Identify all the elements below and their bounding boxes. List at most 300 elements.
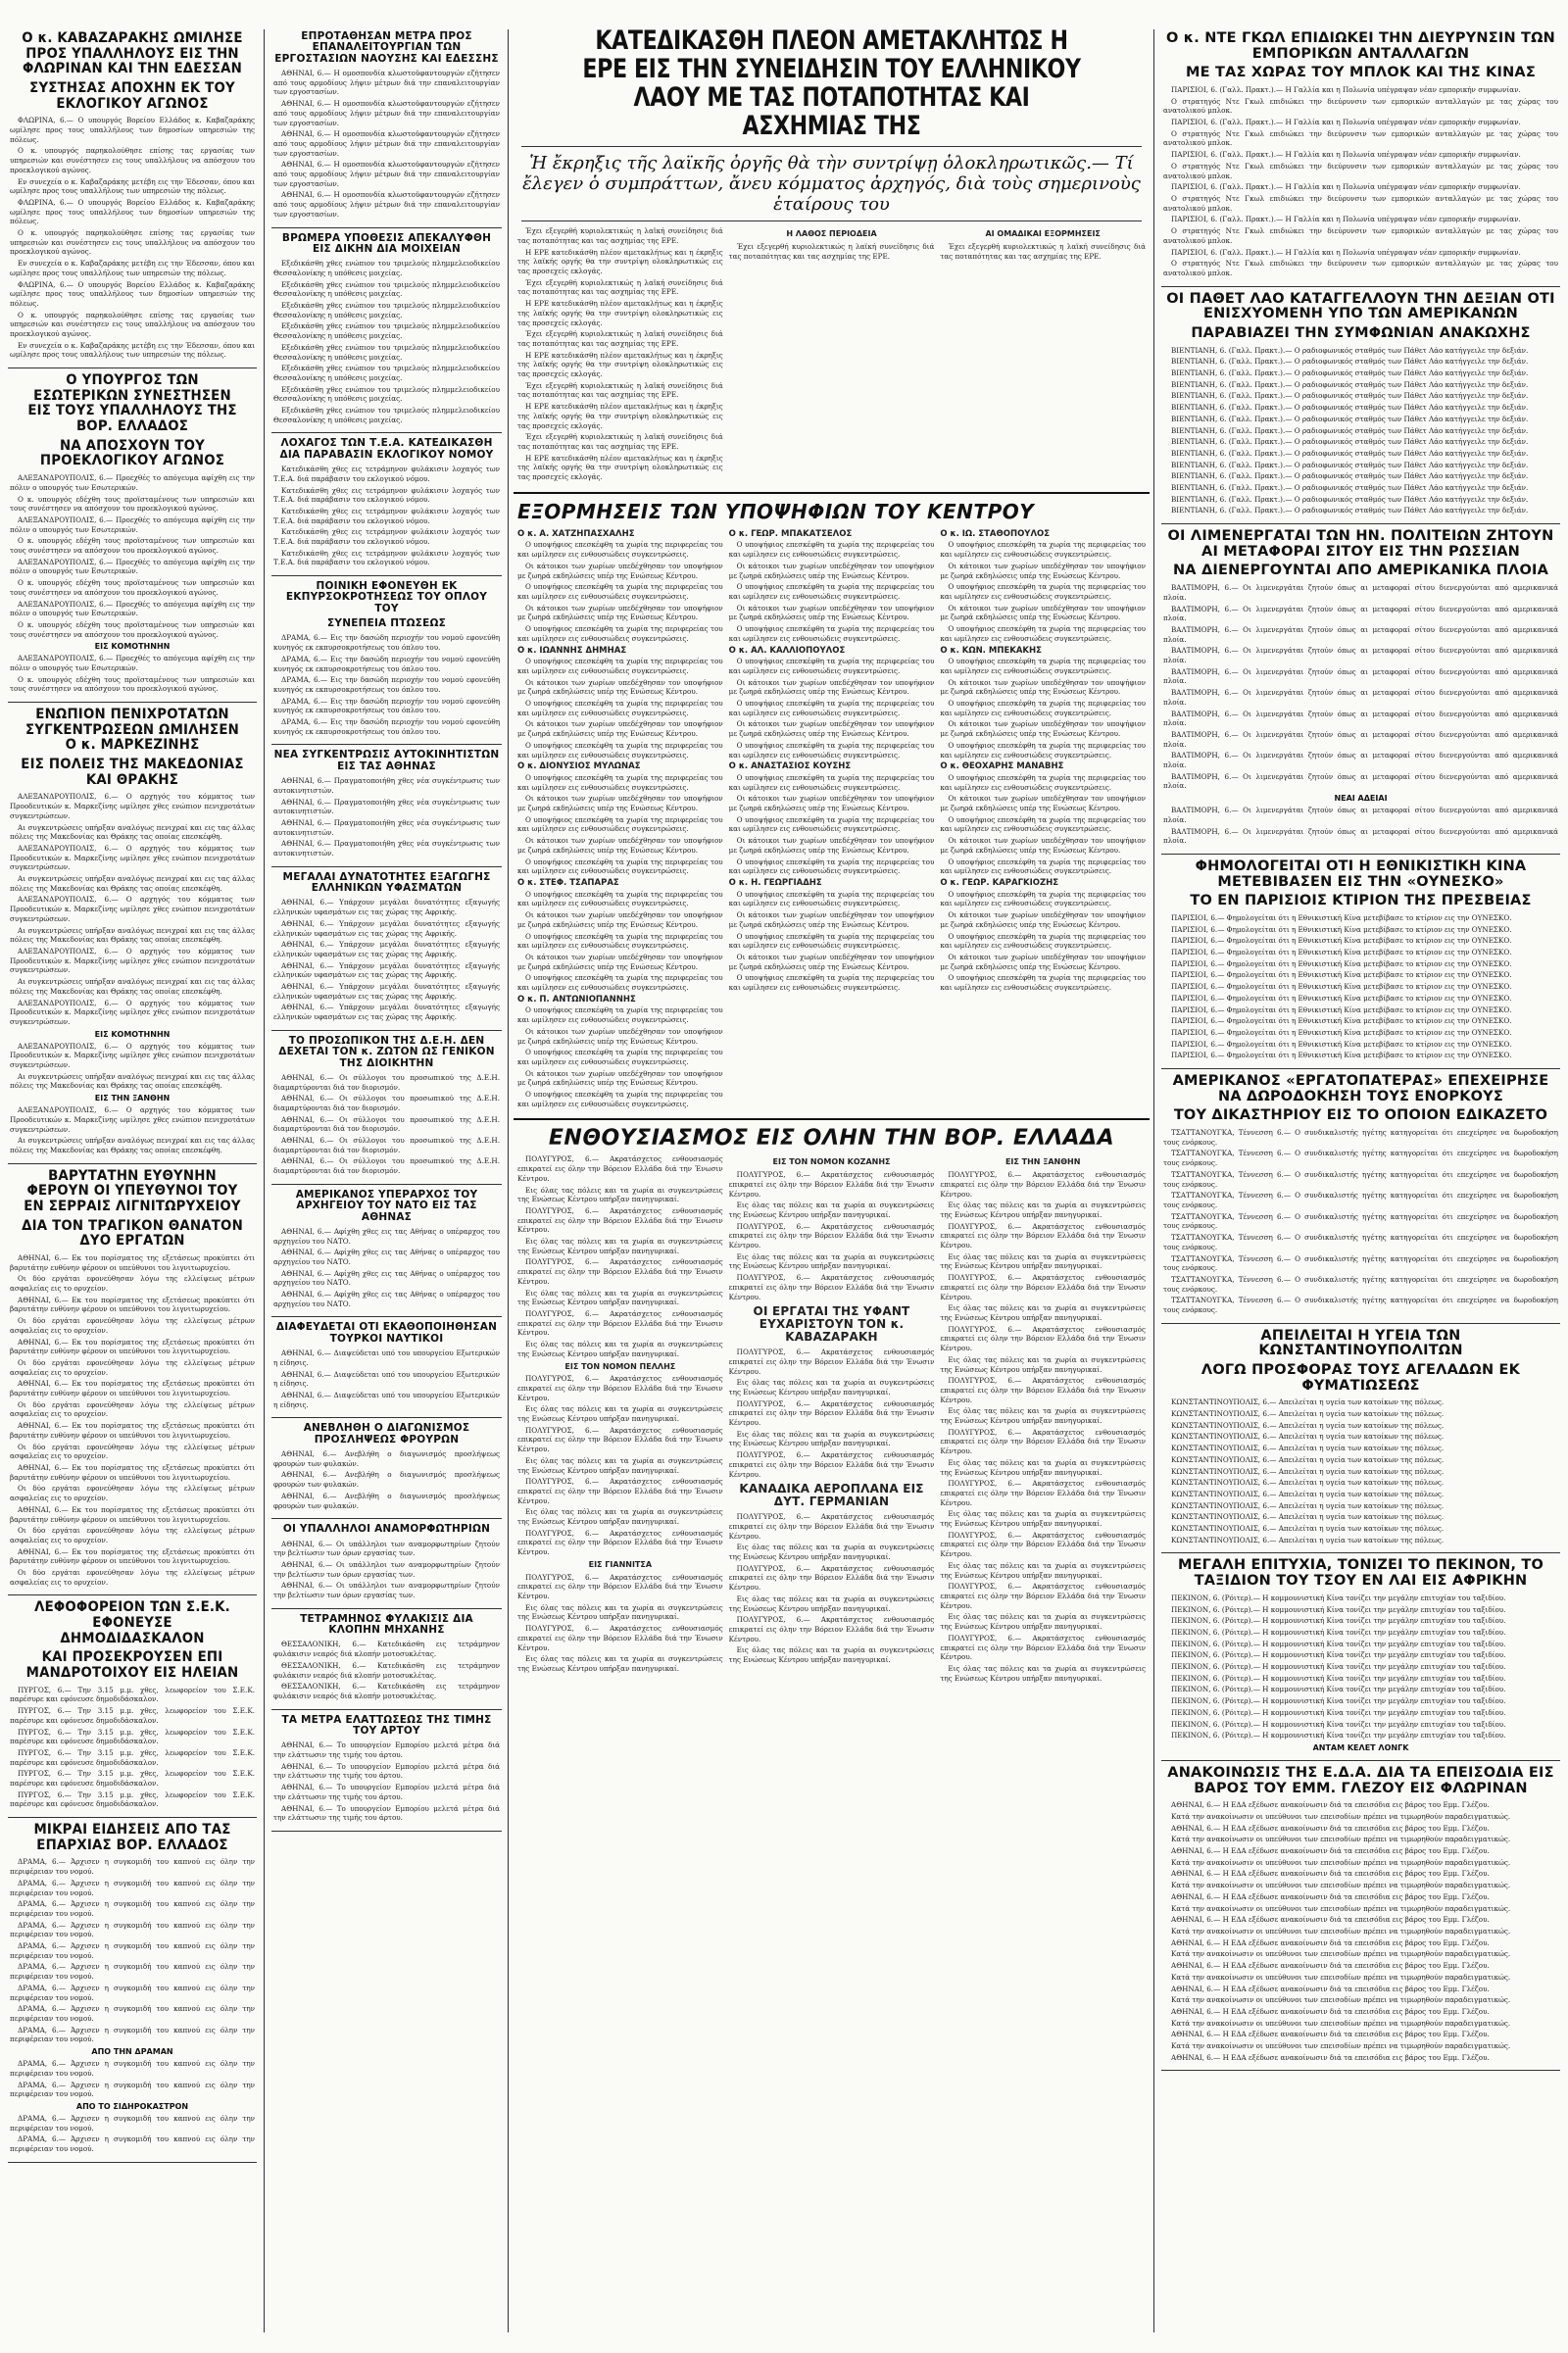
divider xyxy=(8,1817,257,1818)
article-paragraph: ΒΙΕΝΤΙΑΝΗ, 6. (Γαλλ. Πρακτ.).— Ο ραδιοφωνικός σταθμός των Πάθετ Λάο κατήγγειλε την δεξιάν. xyxy=(1171,471,1529,481)
candidate-body xyxy=(729,540,935,643)
column-left xyxy=(4,27,261,2335)
article-paragraph: ΠΟΛΥΓΥΡΟΣ, 6.— Ακρατάσχετος ενθουσιασμός επικρατεί εις όλην την Βόρειον Ελλάδα διά την Ένωσιν Κέντρου. xyxy=(940,1170,1147,1199)
article-paragraph: Κατά την ανακοίνωσιν οι υπεύθυνοι των επεισοδίων πρέπει να τιμωρηθούν παραδειγματικώς. xyxy=(1171,1972,1511,1982)
article-body xyxy=(273,1640,500,1700)
article-paragraph: Κατεδικάσθη χθες εις τετράμηνον φυλάκισιν λοχαγός των Τ.Ε.Α. διά παράβασιν του εκλογικού νόμου. xyxy=(273,548,500,567)
news-article xyxy=(273,1614,500,1701)
article-paragraph: Ο κ. υπουργός παρηκολούθησε επίσης τας εργασίας των υπηρεσιών και συνέστησεν εις τους υπαλλήλους να απόσχουν του προεκλογικού αγώνος. xyxy=(10,310,255,339)
article-paragraph: ΠΑΡΙΣΙΟΙ, 6.— Φημολογείται ότι η Εθνικιστική Κίνα μετεβίβασε το κτίριον εις την ΟΥΝΕΣΚΟ. xyxy=(1171,912,1512,922)
divider xyxy=(8,702,257,703)
divider xyxy=(271,866,502,867)
article-paragraph: Εις όλας τας πόλεις και τα χωρία αι συγκεντρώσεις της Ενώσεως Κέντρου υπήρξαν πανηγυρικαί. xyxy=(517,1507,723,1527)
news-article xyxy=(273,581,500,736)
article-paragraph: ΑΘΗΝΑΙ, 6.— Πραγματοποιήθη χθες νέα συγκέντρωσις των αυτοκινητιστών. xyxy=(273,817,500,837)
article-paragraph: ΤΣΑΤΤΑΝΟΥΓΚΑ, Τέννεσση 6.— Ο συνδικαλιστής ηγέτης κατηγορείται ότι επεχείρησε να δωροδοκήση τους ενόρκους. xyxy=(1163,1149,1558,1168)
article-paragraph: ΑΛΕΞΑΝΔΡΟΥΠΟΛΙΣ, 6.— Προεχθές το απόγευμα αφίχθη εις την πόλιν ο υπουργός των Εσωτερικών. xyxy=(10,654,255,673)
article-paragraph: ΑΛΕΞΑΝΔΡΟΥΠΟΛΙΣ, 6.— Ο αρχηγός του κόμματος των Προοδευτικών κ. Μαρκεζίνης ωμίλησε χθες ενώπιον πενιχροτάτων συγκεντρώσεων. xyxy=(10,998,255,1026)
article-paragraph: Εις όλας τας πόλεις και τα χωρία αι συγκεντρώσεις της Ενώσεως Κέντρου υπήρξαν πανηγυρικαί. xyxy=(940,1509,1147,1529)
candidate-body xyxy=(517,773,723,876)
article-paragraph: ΑΛΕΞΑΝΔΡΟΥΠΟΛΙΣ, 6.— Ο αρχηγός του κόμματος των Προοδευτικών κ. Μαρκεζίνης ωμίλησε χθες ενώπιον πενιχροτάτων συγκεντρώσεων. xyxy=(10,1041,255,1070)
article-subheadline: ΛΟΓΩ ΠΡΟΣΦΟΡΑΣ ΤΟΥΣ ΑΓΕΛΑΔΩΝ ΕΚ ΦΥΜΑΤΙΩΣΕΩΣ xyxy=(1200,1362,1521,1394)
article-headline: Ο ΥΠΟΥΡΓΟΣ ΤΩΝ ΕΣΩΤΕΡΙΚΩΝ ΣΥΝΕΣΤΗΣΕΝ ΕΙΣ ΤΟΥΣ ΥΠΑΛΛΗΛΟΥΣ ΤΗΣ ΒΟΡ. ΕΛΛΑΔΟΣ xyxy=(27,372,237,435)
article-paragraph: Κατά την ανακοίνωσιν οι υπεύθυνοι των επεισοδίων πρέπει να τιμωρηθούν παραδειγματικώς. xyxy=(1171,1857,1511,1867)
news-article xyxy=(1163,1558,1558,1751)
article-paragraph: ΠΑΡΙΣΙΟΙ, 6.— Φημολογείται ότι η Εθνικιστική Κίνα μετεβίβασε το κτίριον εις την ΟΥΝΕΣΚΟ. xyxy=(1171,1016,1512,1026)
article-paragraph: ΑΛΕΞΑΝΔΡΟΥΠΟΛΙΣ, 6.— Ο αρχηγός του κόμματος των Προοδευτικών κ. Μαρκεζίνης ωμίλησε χθες ενώπιον πενιχροτάτων συγκεντρώσεων. xyxy=(10,843,255,872)
article-paragraph: ΒΑΛΤΙΜΟΡΗ, 6.— Οι λιμενεργάται ζητούν όπως αι μεταφοραί σίτου διενεργούνται από αμερικανικά πλοία. xyxy=(1163,806,1558,824)
article-paragraph: Κατεδικάσθη χθες εις τετράμηνον φυλάκισιν λοχαγός των Τ.Ε.Α. διά παράβασιν του εκλογικού νόμου. xyxy=(273,506,500,525)
article-paragraph: Έχει εξεγερθή κυριολεκτικώς η λαϊκή συνείδησις διά τας ποταπότητας και τας ασχημίας της ΕΡΕ. xyxy=(940,241,1147,261)
article-paragraph: Κατεδικάσθη χθες εις τετράμηνον φυλάκισιν λοχαγός των Τ.Ε.Α. διά παράβασιν του εκλογικού νόμου. xyxy=(273,465,500,483)
candidate-body xyxy=(940,540,1146,643)
article-paragraph: ΒΙΕΝΤΙΑΝΗ, 6. (Γαλλ. Πρακτ.).— Ο ραδιοφωνικός σταθμός των Πάθετ Λάο κατήγγειλε την δεξιάν. xyxy=(1171,414,1529,423)
article-paragraph: Εξεδικάσθη χθες ενώπιον του τριμελούς πλημμελειοδικείου Θεσσαλονίκης η υπόθεσις μοιχείας. xyxy=(273,259,500,277)
article-paragraph: ΒΙΕΝΤΙΑΝΗ, 6. (Γαλλ. Πρακτ.).— Ο ραδιοφωνικός σταθμός των Πάθετ Λάο κατήγγειλε την δεξιάν. xyxy=(1171,345,1529,355)
article-paragraph: ΠΟΛΥΓΥΡΟΣ, 6.— Ακρατάσχετος ενθουσιασμός επικρατεί εις όλην την Βόρειον Ελλάδα διά την Ένωσιν Κέντρου. xyxy=(940,1324,1147,1353)
article-paragraph: ΑΘΗΝΑΙ, 6.— Οι υπάλληλοι των αναμορφωτηρίων ζητούν την βελτίωσιν των όρων εργασίας των. xyxy=(273,1559,500,1579)
divider xyxy=(1161,1760,1560,1761)
article-paragraph: ΚΩΝΣΤΑΝΤΙΝΟΥΠΟΛΙΣ, 6.— Απειλείται η υγεία των κατοίκων της πόλεως. xyxy=(1171,1489,1445,1498)
article-paragraph: Ο υποψήφιος επεσκέφθη τα χωρία της περιφερείας του και ωμίλησεν εις ενθουσιώδεις συγκεντρώσεις. xyxy=(517,1048,723,1066)
article-paragraph: Η ΕΡΕ κατεδικάσθη πλέον αμετακλήτως και η έκρηξις της λαϊκής οργής θα την συντρίψη ολοκληρωτικώς εις τας προσεχείς εκλογάς. xyxy=(517,453,723,482)
article-body xyxy=(273,465,500,567)
center-section xyxy=(512,27,1152,2335)
column-rule xyxy=(1153,29,1154,2332)
article-paragraph: ΠΟΛΥΓΥΡΟΣ, 6.— Ακρατάσχετος ενθουσιασμός επικρατεί εις όλην την Βόρειον Ελλάδα διά την Ένωσιν Κέντρου. xyxy=(517,1425,723,1454)
article-paragraph: ΦΛΩΡΙΝΑ, 6.— Ο υπουργός Βορείου Ελλάδος κ. Καβαζαράκης ωμίλησε προς τους υπαλλήλους των δημοσίων υπηρεσιών της πόλεως. xyxy=(10,197,255,226)
article-paragraph: Ο υποψήφιος επεσκέφθη τα χωρία της περιφερείας του και ωμίλησεν εις ενθουσιώδεις συγκεντρώσεις. xyxy=(940,973,1147,993)
news-article xyxy=(273,1190,500,1309)
article-paragraph: ΑΛΕΞΑΝΔΡΟΥΠΟΛΙΣ, 6.— Ο αρχηγός του κόμματος των Προοδευτικών κ. Μαρκεζίνης ωμίλησε χθες ενώπιον πενιχροτάτων συγκεντρώσεων. xyxy=(10,946,255,975)
article-paragraph: Ο κ. υπουργός παρηκολούθησε επίσης τας εργασίας των υπηρεσιών και συνέστησεν εις τους υπαλλήλους να απόσχουν του προεκλογικού αγώνος. xyxy=(10,228,255,257)
article-paragraph: ΑΘΗΝΑΙ, 6.— Οι σύλλογοι του προσωπικού της Δ.Ε.Η. διαμαρτύρονται διά τον διορισμόν. xyxy=(273,1156,500,1176)
candidate-body xyxy=(940,773,1146,876)
news-article xyxy=(273,233,500,425)
article-paragraph: Εις όλας τας πόλεις και τα χωρία αι συγκεντρώσεις της Ενώσεως Κέντρου υπήρξαν πανηγυρικαί. xyxy=(940,1612,1147,1632)
article-paragraph: ΔΡΑΜΑ, 6.— Άρχισεν η συγκομιδή του καπνού εις όλην την περιφέρειαν του νομού. xyxy=(10,1983,255,2002)
article-paragraph: Οι δύο εργάται εφονεύθησαν λόγω της ελλείψεως μέτρων ασφαλείας εις το ορυχείον. xyxy=(10,1568,255,1587)
divider xyxy=(1161,1068,1560,1069)
article-headline: ΑΜΕΡΙΚΑΝΟΣ «ΕΡΓΑΤΟΠΑΤΕΡΑΣ» ΕΠΕΧΕΙΡΗΣΕ ΝΑ ΔΩΡΟΔΟΚΗΣΗ ΤΟΥΣ ΕΝΟΡΚΟΥΣ xyxy=(1172,1073,1549,1104)
article-paragraph: Ο κ. υπουργός παρηκολούθησε επίσης τας εργασίας των υπηρεσιών και συνέστησεν εις τους υπαλλήλους να απόσχουν του προεκλογικού αγώνος. xyxy=(10,146,255,174)
article-headline: ΔΙΑΦΕΥΔΕΤΑΙ ΟΤΙ ΕΚΑΘΟΠΟΙΗΘΗΣΑΝ ΤΟΥΡΚΟΙ ΝΑΥΤΙΚΟΙ xyxy=(275,1321,498,1345)
article-paragraph: Ο υποψήφιος επεσκέφθη τα χωρία της περιφερείας του και ωμίλησεν εις ενθουσιώδεις συγκεντρώσεις. xyxy=(940,699,1147,717)
article-paragraph: Εις όλας τας πόλεις και τα χωρία αι συγκεντρώσεις της Ενώσεως Κέντρου υπήρξαν πανηγυρικαί. xyxy=(517,1237,723,1255)
article-paragraph: Οι κάτοικοι των χωρίων υπεδέχθησαν τον υποψήφιον με ζωηρά εκδηλώσεις υπέρ της Ενώσεως Κέντρου. xyxy=(728,836,935,855)
article-paragraph: ΑΘΗΝΑΙ, 6.— Η ΕΔΑ εξέδωσε ανακοίνωσιν διά τα επεισόδια εις βάρος του Εμμ. Γλέζου. xyxy=(1171,2030,1490,2039)
article-paragraph: Ο υποψήφιος επεσκέφθη τα χωρία της περιφερείας του και ωμίλησεν εις ενθουσιώδεις συγκεντρώσεις. xyxy=(940,540,1147,560)
article-headline: ΜΙΚΡΑΙ ΕΙΔΗΣΕΙΣ ΑΠΟ ΤΑΣ ΕΠΑΡΧΙΑΣ ΒΟΡ. ΕΛΛΑΔΟΣ xyxy=(33,1822,231,1853)
candidates-body xyxy=(517,527,1146,1111)
article-paragraph: Οι δύο εργάται εφονεύθησαν λόγω της ελλείψεως μέτρων ασφαλείας εις το ορυχείον. xyxy=(10,1316,255,1335)
article-paragraph: ΔΡΑΜΑ, 6.— Εις την δασώδη περιοχήν του νομού εφονεύθη κυνηγός εκ εκπυρσοκροτήσεως του όπλου του. xyxy=(273,696,500,715)
article-paragraph: ΤΣΑΤΤΑΝΟΥΓΚΑ, Τέννεσση 6.— Ο συνδικαλιστής ηγέτης κατηγορείται ότι επεχείρησε να δωροδοκήση τους ενόρκους. xyxy=(1163,1233,1558,1251)
article-paragraph: Ο στρατηγός Ντε Γκωλ επιδιώκει την διεύρυνσιν των εμπορικών ανταλλαγών με τας χώρας του ανατολικού μπλοκ. xyxy=(1163,226,1558,245)
article-headline: ΤΕΤΡΑΜΗΝΟΣ ΦΥΛΑΚΙΣΙΣ ΔΙΑ ΚΛΟΠΗΝ ΜΗΧΑΝΗΣ xyxy=(300,1612,473,1637)
column-second xyxy=(268,27,506,2335)
article-headline: Ο κ. ΝΤΕ ΓΚΩΛ ΕΠΙΔΙΩΚΕΙ ΤΗΝ ΔΙΕΥΡΥΝΣΙΝ ΤΩΝ ΕΜΠΟΡΙΚΩΝ ΑΝΤΑΛΛΑΓΩΝ xyxy=(1166,30,1555,62)
article-paragraph: ΑΛΕΞΑΝΔΡΟΥΠΟΛΙΣ, 6.— Ο αρχηγός του κόμματος των Προοδευτικών κ. Μαρκεζίνης ωμίλησε χθες ενώπιον πενιχροτάτων συγκεντρώσεων. xyxy=(10,895,255,923)
article-paragraph: Εις όλας τας πόλεις και τα χωρία αι συγκεντρώσεις της Ενώσεως Κέντρου υπήρξαν πανηγυρικαί. xyxy=(940,1303,1147,1322)
article-paragraph: ΚΩΝΣΤΑΝΤΙΝΟΥΠΟΛΙΣ, 6.— Απειλείται η υγεία των κατοίκων της πόλεως. xyxy=(1171,1409,1445,1419)
divider xyxy=(1161,854,1560,855)
article-paragraph: ΠΟΛΥΓΥΡΟΣ, 6.— Ακρατάσχετος ενθουσιασμός επικρατεί εις όλην την Βόρειον Ελλάδα διά την Ένωσιν Κέντρου. xyxy=(517,1528,723,1557)
article-paragraph: Αι συγκεντρώσεις υπήρξαν αναλόγως πενιχραί και εις τας άλλας πόλεις της Μακεδονίας και Θράκης τας οποίας επεσκέφθη. xyxy=(10,874,255,893)
divider xyxy=(514,1118,1150,1120)
article-paragraph: ΤΣΑΤΤΑΝΟΥΓΚΑ, Τέννεσση 6.— Ο συνδικαλιστής ηγέτης κατηγορείται ότι επεχείρησε να δωροδοκήση τους ενόρκους. xyxy=(1163,1253,1558,1273)
article-paragraph: Έχει εξεγερθή κυριολεκτικώς η λαϊκή συνείδησις διά τας ποταπότητας και τας ασχημίας της ΕΡΕ. xyxy=(728,241,935,261)
enthusiasm-col xyxy=(517,1154,723,1685)
article-paragraph: ΔΡΑΜΑ, 6.— Άρχισεν η συγκομιδή του καπνού εις όλην την περιφέρειαν του νομού. xyxy=(10,2080,255,2099)
article-paragraph: ΑΘΗΝΑΙ, 6.— Υπάρχουν μεγάλαι δυνατότητες εξαγωγής ελληνικών υφασμάτων εις τας χώρας της Αφρικής. xyxy=(273,1003,500,1022)
article-paragraph: Οι κάτοικοι των χωρίων υπεδέχθησαν τον υποψήφιον με ζωηρά εκδηλώσεις υπέρ της Ενώσεως Κέντρου. xyxy=(940,561,1147,580)
article-paragraph: ΑΘΗΝΑΙ, 6.— Η ΕΔΑ εξέδωσε ανακοίνωσιν διά τα επεισόδια εις βάρος του Εμμ. Γλέζου. xyxy=(1171,1800,1490,1810)
article-paragraph: Οι δύο εργάται εφονεύθησαν λόγω της ελλείψεως μέτρων ασφαλείας εις το ορυχείον. xyxy=(10,1484,255,1503)
news-article xyxy=(273,750,500,858)
article-paragraph: Οι κάτοικοι των χωρίων υπεδέχθησαν τον υποψήφιον με ζωηρά εκδηλώσεις υπέρ της Ενώσεως Κέντρου. xyxy=(728,910,935,929)
article-paragraph: Ο υποψήφιος επεσκέφθη τα χωρία της περιφερείας του και ωμίλησεν εις ενθουσιώδεις συγκεντρώσεις. xyxy=(728,699,935,717)
article-paragraph: ΒΙΕΝΤΙΑΝΗ, 6. (Γαλλ. Πρακτ.).— Ο ραδιοφωνικός σταθμός των Πάθετ Λάο κατήγγειλε την δεξιάν. xyxy=(1171,494,1529,504)
article-paragraph: Έχει εξεγερθή κυριολεκτικώς η λαϊκή συνείδησις διά τας ποταπότητας και τας ασχημίας της ΕΡΕ. xyxy=(517,277,723,297)
article-paragraph: Οι κάτοικοι των χωρίων υπεδέχθησαν τον υποψήφιον με ζωηρά εκδηλώσεις υπέρ της Ενώσεως Κέντρου. xyxy=(517,952,723,971)
section-dateline: ΕΙΣ ΤΗΝ ΞΑΝΘΗΝ xyxy=(1004,1157,1081,1167)
section-dateline: ΝΕΑΙ ΑΔΕΙΑΙ xyxy=(1334,794,1388,804)
article-paragraph: Εξεδικάσθη χθες ενώπιον του τριμελούς πλημμελειοδικείου Θεσσαλονίκης η υπόθεσις μοιχείας. xyxy=(273,321,500,341)
article-paragraph: Εις όλας τας πόλεις και τα χωρία αι συγκεντρώσεις της Ενώσεως Κέντρου υπήρξαν πανηγυρικαί. xyxy=(517,1185,723,1204)
article-paragraph: ΑΘΗΝΑΙ, 6.— Η ΕΔΑ εξέδωσε ανακοίνωσιν διά τα επεισόδια εις βάρος του Εμμ. Γλέζου. xyxy=(1171,1961,1490,1971)
article-paragraph: ΑΘΗΝΑΙ, 6.— Εκ του πορίσματος της εξετάσεως προκύπτει ότι βαρυτάτην ευθύνην φέρουν οι υπεύθυνοι του λιγνιτωρυχείου. xyxy=(10,1252,255,1272)
article-paragraph: Κατά την ανακοίνωσιν οι υπεύθυνοι των επεισοδίων πρέπει να τιμωρηθούν παραδειγματικώς. xyxy=(1171,1995,1511,2005)
article-paragraph: Ο υποψήφιος επεσκέφθη τα χωρία της περιφερείας του και ωμίλησεν εις ενθουσιώδεις συγκεντρώσεις. xyxy=(517,1005,723,1025)
article-paragraph: ΠΑΡΙΣΙΟΙ, 6. (Γαλλ. Πρακτ.).— Η Γαλλία και η Πολωνία υπέγραψαν νέαν εμπορικήν συμφωνίαν. xyxy=(1171,247,1521,257)
article-body xyxy=(273,259,500,424)
news-article xyxy=(1163,1074,1558,1315)
article-paragraph: ΚΩΝΣΤΑΝΤΙΝΟΥΠΟΛΙΣ, 6.— Απειλείται η υγεία των κατοίκων της πόλεως. xyxy=(1171,1444,1445,1453)
article-paragraph: ΑΘΗΝΑΙ, 6.— Το υπουργείον Εμπορίου μελετά μέτρα διά την ελάττωσιν της τιμής του άρτου. xyxy=(273,1783,500,1801)
article-paragraph: ΚΩΝΣΤΑΝΤΙΝΟΥΠΟΛΙΣ, 6.— Απειλείται η υγεία των κατοίκων της πόλεως. xyxy=(1171,1397,1445,1407)
article-paragraph: Ο υποψήφιος επεσκέφθη τα χωρία της περιφερείας του και ωμίλησεν εις ενθουσιώδεις συγκεντρώσεις. xyxy=(728,889,935,908)
article-paragraph: Εις όλας τας πόλεις και τα χωρία αι συγκεντρώσεις της Ενώσεως Κέντρου υπήρξαν πανηγυρικαί. xyxy=(517,1404,723,1424)
article-paragraph: ΚΩΝΣΤΑΝΤΙΝΟΥΠΟΛΙΣ, 6.— Απειλείται η υγεία των κατοίκων της πόλεως. xyxy=(1171,1478,1445,1488)
article-paragraph: ΦΛΩΡΙΝΑ, 6.— Ο υπουργός Βορείου Ελλάδος κ. Καβαζαράκης ωμίλησε προς τους υπαλλήλους των δημοσίων υπηρεσιών της πόλεως. xyxy=(10,279,255,308)
article-paragraph: ΠΕΚΙΝΟΝ, 6. (Ρόιτερ).— Η κομμουνιστική Κίνα τονίζει την μεγάλην επιτυχίαν του ταξιδίου. xyxy=(1171,1593,1506,1602)
article-headline: ΜΕΓΑΛΗ ΕΠΙΤΥΧΙΑ, ΤΟΝΙΖΕΙ ΤΟ ΠΕΚΙΝΟΝ, ΤΟ ΤΑΞΙΔΙΟΝ ΤΟΥ ΤΣΟΥ ΕΝ ΛΑΙ ΕΙΣ ΑΦΡΙΚΗΝ xyxy=(1177,1557,1544,1590)
article-paragraph: ΑΘΗΝΑΙ, 6.— Η ΕΔΑ εξέδωσε ανακοίνωσιν διά τα επεισόδια εις βάρος του Εμμ. Γλέζου. xyxy=(1171,1984,1490,1993)
article-body xyxy=(10,116,255,360)
article-paragraph: Κατά την ανακοίνωσιν οι υπεύθυνοι των επεισοδίων πρέπει να τιμωρηθούν παραδειγματικώς. xyxy=(1171,1881,1511,1890)
article-body xyxy=(273,1348,500,1409)
article-paragraph: ΔΡΑΜΑ, 6.— Άρχισεν η συγκομιδή του καπνού εις όλην την περιφέρειαν του νομού. xyxy=(10,1962,255,1982)
article-paragraph: ΠΕΚΙΝΟΝ, 6. (Ρόιτερ).— Η κομμουνιστική Κίνα τονίζει την μεγάλην επιτυχίαν του ταξιδίου. xyxy=(1171,1627,1506,1637)
candidate-body xyxy=(729,657,935,760)
article-paragraph: Κατά την ανακοίνωσιν οι υπεύθυνοι των επεισοδίων πρέπει να τιμωρηθούν παραδειγματικώς. xyxy=(1171,1811,1511,1821)
article-headline: ΟΙ ΥΠΑΛΛΗΛΟΙ ΑΝΑΜΟΡΦΩΤΗΡΙΩΝ xyxy=(282,1523,491,1536)
article-paragraph: ΚΩΝΣΤΑΝΤΙΝΟΥΠΟΛΙΣ, 6.— Απειλείται η υγεία των κατοίκων της πόλεως. xyxy=(1171,1524,1445,1534)
article-paragraph: ΒΑΛΤΙΜΟΡΗ, 6.— Οι λιμενεργάται ζητούν όπως αι μεταφοραί σίτου διενεργούνται από αμερικανικά πλοία. xyxy=(1163,709,1558,728)
article-paragraph: Οι κάτοικοι των χωρίων υπεδέχθησαν τον υποψήφιον με ζωηρά εκδηλώσεις υπέρ της Ενώσεως Κέντρου. xyxy=(940,719,1147,739)
lead-headline: ΚΑΤΕΔΙΚΑΣΘΗ ΠΛΕΟΝ ΑΜΕΤΑΚΛΗΤΩΣ Η ΕΡΕ ΕΙΣ ΤΗΝ ΣΥΝΕΙΔΗΣΙΝ ΤΟΥ ΕΛΛΗΝΙΚΟΥ ΛΑΟΥ ΜΕ ΤΑΣ ΠΟΤΑΠΟΤΗΤΑΣ ΚΑΙ ΑΣΧΗΜΙΑΣ ΤΗΣ xyxy=(582,27,1081,141)
article-paragraph: ΔΡΑΜΑ, 6.— Άρχισεν η συγκομιδή του καπνού εις όλην την περιφέρειαν του νομού. xyxy=(10,1941,255,1960)
article-paragraph: Εις όλας τας πόλεις και τα χωρία αι συγκεντρώσεις της Ενώσεως Κέντρου υπήρξαν πανηγυρικαί. xyxy=(728,1201,935,1219)
article-paragraph: ΒΙΕΝΤΙΑΝΗ, 6. (Γαλλ. Πρακτ.).— Ο ραδιοφωνικός σταθμός των Πάθετ Λάο κατήγγειλε την δεξιάν. xyxy=(1171,460,1529,469)
article-paragraph: Οι δύο εργάται εφονεύθησαν λόγω της ελλείψεως μέτρων ασφαλείας εις το ορυχείον. xyxy=(10,1526,255,1544)
article-paragraph: ΠΕΚΙΝΟΝ, 6. (Ρόιτερ).— Η κομμουνιστική Κίνα τονίζει την μεγάλην επιτυχίαν του ταξιδίου. xyxy=(1171,1604,1506,1614)
article-paragraph: ΠΟΛΥΓΥΡΟΣ, 6.— Ακρατάσχετος ενθουσιασμός επικρατεί εις όλην την Βόρειον Ελλάδα διά την Ένωσιν Κέντρου. xyxy=(940,1376,1147,1404)
article-paragraph: ΑΘΗΝΑΙ, 6.— Η ΕΔΑ εξέδωσε ανακοίνωσιν διά τα επεισόδια εις βάρος του Εμμ. Γλέζου. xyxy=(1171,1869,1490,1879)
article-paragraph: Ο κ. υπουργός εδέχθη τους προϊσταμένους των υπηρεσιών και τους συνέστησεν να απόσχουν του προεκλογικού αγώνος. xyxy=(10,578,255,597)
article-paragraph: ΑΘΗΝΑΙ, 6.— Οι σύλλογοι του προσωπικού της Δ.Ε.Η. διαμαρτύρονται διά τον διορισμόν. xyxy=(273,1114,500,1134)
article-body xyxy=(1163,1128,1558,1315)
article-paragraph: ΠΑΡΙΣΙΟΙ, 6.— Φημολογείται ότι η Εθνικιστική Κίνα μετεβίβασε το κτίριον εις την ΟΥΝΕΣΚΟ. xyxy=(1171,1039,1512,1049)
article-paragraph: ΑΘΗΝΑΙ, 6.— Η ΕΔΑ εξέδωσε ανακοίνωσιν διά τα επεισόδια εις βάρος του Εμμ. Γλέζου. xyxy=(1171,1846,1490,1856)
article-paragraph: ΠΕΚΙΝΟΝ, 6. (Ρόιτερ).— Η κομμουνιστική Κίνα τονίζει την μεγάλην επιτυχίαν του ταξιδίου. xyxy=(1171,1731,1506,1740)
article-paragraph: ΒΙΕΝΤΙΑΝΗ, 6. (Γαλλ. Πρακτ.).— Ο ραδιοφωνικός σταθμός των Πάθετ Λάο κατήγγειλε την δεξιάν. xyxy=(1171,379,1529,389)
article-paragraph: ΔΡΑΜΑ, 6.— Άρχισεν η συγκομιδή του καπνού εις όλην την περιφέρειαν του νομού. xyxy=(10,2059,255,2078)
article-paragraph: ΑΘΗΝΑΙ, 6.— Η ΕΔΑ εξέδωσε ανακοίνωσιν διά τα επεισόδια εις βάρος του Εμμ. Γλέζου. xyxy=(1171,1823,1490,1833)
news-article xyxy=(10,1169,255,1588)
article-paragraph: ΒΙΕΝΤΙΑΝΗ, 6. (Γαλλ. Πρακτ.).— Ο ραδιοφωνικός σταθμός των Πάθετ Λάο κατήγγειλε την δεξιάν. xyxy=(1171,506,1529,515)
article-paragraph: Οι κάτοικοι των χωρίων υπεδέχθησαν τον υποψήφιον με ζωηρά εκδηλώσεις υπέρ της Ενώσεως Κέντρου. xyxy=(940,677,1147,697)
article-paragraph: ΠΟΛΥΓΥΡΟΣ, 6.— Ακρατάσχετος ενθουσιασμός επικρατεί εις όλην την Βόρειον Ελλάδα διά την Ένωσιν Κέντρου. xyxy=(517,1477,723,1505)
article-subheadline: ΤΟΥ ΔΙΚΑΣΤΗΡΙΟΥ ΕΙΣ ΤΟ ΟΠΟΙΟΝ ΕΔΙΚΑΖΕΤΟ xyxy=(1173,1107,1548,1124)
article-paragraph: ΠΥΡΓΟΣ, 6.— Την 3.15 μ.μ. χθες, λεωφορείον του Σ.Ε.Κ. παρέσυρε και εφόνευσε δημοδιδάσκαλον. xyxy=(10,1685,255,1704)
article-paragraph: ΑΘΗΝΑΙ, 6.— Εκ του πορίσματος της εξετάσεως προκύπτει ότι βαρυτάτην ευθύνην φέρουν οι υπεύθυνοι του λιγνιτωρυχείου. xyxy=(10,1295,255,1314)
enthusiasm-body-text xyxy=(940,1170,1146,1683)
lead-subheadline: Ἡ ἔκρηξις τῆς λαϊκῆς ὀργῆς θὰ τὴν συντρίψῃ ὁλοκληρωτικῶς.— Τί ἔλεγεν ὁ συμπράττων, ἄνευ κόμματος ἀρχηγός, διὰ τοὺς σημερινοὺς ἑταίρους του xyxy=(522,152,1141,215)
article-paragraph: Εις όλας τας πόλεις και τα χωρία αι συγκεντρώσεις της Ενώσεως Κέντρου υπήρξαν πανηγυρικαί. xyxy=(517,1654,723,1673)
article-byline: ΑΝΤΑΜ ΚΕΛΕΤ ΛΟΝΓΚ xyxy=(1312,1742,1409,1752)
article-paragraph: Οι κάτοικοι των χωρίων υπεδέχθησαν τον υποψήφιον με ζωηρά εκδηλώσεις υπέρ της Ενώσεως Κέντρου. xyxy=(728,719,935,739)
article-paragraph: Εξεδικάσθη χθες ενώπιον του τριμελούς πλημμελειοδικείου Θεσσαλονίκης η υπόθεσις μοιχείας. xyxy=(273,406,500,424)
article-paragraph: ΔΡΑΜΑ, 6.— Άρχισεν η συγκομιδή του καπνού εις όλην την περιφέρειαν του νομού. xyxy=(10,1878,255,1897)
article-paragraph: Κατά την ανακοίνωσιν οι υπεύθυνοι των επεισοδίων πρέπει να τιμωρηθούν παραδειγματικώς. xyxy=(1171,2041,1511,2051)
article-body xyxy=(10,1857,255,2044)
article-paragraph: ΒΙΕΝΤΙΑΝΗ, 6. (Γαλλ. Πρακτ.).— Ο ραδιοφωνικός σταθμός των Πάθετ Λάο κατήγγειλε την δεξιάν. xyxy=(1171,448,1529,458)
article-paragraph: Ο υποψήφιος επεσκέφθη τα χωρία της περιφερείας του και ωμίλησεν εις ενθουσιώδεις συγκεντρώσεις. xyxy=(517,772,723,792)
article-paragraph: ΠΑΡΙΣΙΟΙ, 6. (Γαλλ. Πρακτ.).— Η Γαλλία και η Πολωνία υπέγραψαν νέαν εμπορικήν συμφωνίαν. xyxy=(1171,182,1521,192)
article-paragraph: ΔΡΑΜΑ, 6.— Άρχισεν η συγκομιδή του καπνού εις όλην την περιφέρειαν του νομού. xyxy=(10,2134,255,2154)
article-paragraph: ΑΘΗΝΑΙ, 6.— Οι σύλλογοι του προσωπικού της Δ.Ε.Η. διαμαρτύρονται διά τον διορισμόν. xyxy=(273,1136,500,1154)
divider xyxy=(1161,1552,1560,1553)
article-paragraph: ΑΘΗΝΑΙ, 6.— Πραγματοποιήθη χθες νέα συγκέντρωσις των αυτοκινητιστών. xyxy=(273,776,500,795)
article-paragraph: ΠΟΛΥΓΥΡΟΣ, 6.— Ακρατάσχετος ενθουσιασμός επικρατεί εις όλην την Βόρειον Ελλάδα διά την Ένωσιν Κέντρου. xyxy=(728,1221,935,1250)
article-paragraph: ΑΘΗΝΑΙ, 6.— Ανεβλήθη ο διαγωνισμός προσλήψεως φρουρών των φυλακών. xyxy=(273,1491,500,1510)
article-paragraph: ΔΡΑΜΑ, 6.— Άρχισεν η συγκομιδή του καπνού εις όλην την περιφέρειαν του νομού. xyxy=(10,1899,255,1918)
article-paragraph: Οι κάτοικοι των χωρίων υπεδέχθησαν τον υποψήφιον με ζωηρά εκδηλώσεις υπέρ της Ενώσεως Κέντρου. xyxy=(517,836,723,855)
article-headline: ΑΠΕΙΛΕΙΤΑΙ Η ΥΓΕΙΑ ΤΩΝ ΚΩΝΣΤΑΝΤΙΝΟΥΠΟΛΙΤΩΝ xyxy=(1258,1327,1463,1359)
article-subheadline: ΣΥΣΤΗΣΑΣ ΑΠΟΧΗΝ ΕΚ ΤΟΥ ΕΚΛΟΓΙΚΟΥ ΑΓΩΝΟΣ xyxy=(29,79,235,112)
article-paragraph: ΑΘΗΝΑΙ, 6.— Αφίχθη χθες εις τας Αθήνας ο υπέραρχος του αρχηγείου του ΝΑΤΟ. xyxy=(273,1290,500,1308)
candidate-body xyxy=(940,657,1146,760)
article-paragraph: Ο στρατηγός Ντε Γκωλ επιδιώκει την διεύρυνσιν των εμπορικών ανταλλαγών με τας χώρας του ανατολικού μπλοκ. xyxy=(1163,128,1558,148)
article-paragraph: Οι κάτοικοι των χωρίων υπεδέχθησαν τον υποψήφιον με ζωηρά εκδηλώσεις υπέρ της Ενώσεως Κέντρου. xyxy=(940,836,1147,855)
article-paragraph: ΑΘΗΝΑΙ, 6.— Οι υπάλληλοι των αναμορφωτηρίων ζητούν την βελτίωσιν των όρων εργασίας των. xyxy=(273,1581,500,1600)
divider xyxy=(1161,286,1560,287)
candidate-body xyxy=(517,657,723,760)
enthusiasm-body-text xyxy=(517,1154,723,1358)
article-paragraph: ΠΥΡΓΟΣ, 6.— Την 3.15 μ.μ. χθες, λεωφορείον του Σ.Ε.Κ. παρέσυρε και εφόνευσε δημοδιδάσκαλον. xyxy=(10,1706,255,1725)
section-dateline: ΕΙΣ ΓΙΑΝΝΙΤΣΑ xyxy=(588,1559,653,1569)
article-paragraph: ΠΑΡΙΣΙΟΙ, 6.— Φημολογείται ότι η Εθνικιστική Κίνα μετεβίβασε το κτίριον εις την ΟΥΝΕΣΚΟ. xyxy=(1171,982,1512,992)
candidate-name: Ο κ. ΑΝΑΣΤΑΣΙΟΣ ΚΟΥΣΗΣ xyxy=(728,761,852,772)
candidate-name: Ο κ. ΙΩ. ΣΤΑΘΟΠΟΥΛΟΣ xyxy=(940,528,1051,539)
article-subheadline: ΝΑ ΔΙΕΝΕΡΓΟΥΝΤΑΙ ΑΠΟ ΑΜΕΡΙΚΑΝΙΚΑ ΠΛΟΙΑ xyxy=(1172,563,1549,579)
subsection-title: ΑΙ ΟΜΑΔΙΚΑΙ ΕΞΟΡΜΗΣΕΙΣ xyxy=(985,229,1101,239)
divider xyxy=(271,744,502,745)
candidates-col xyxy=(517,527,723,1111)
article-paragraph: Οι δύο εργάται εφονεύθησαν λόγω της ελλείψεως μέτρων ασφαλείας εις το ορυχείον. xyxy=(10,1442,255,1461)
article-paragraph: ΑΘΗΝΑΙ, 6.— Η ΕΔΑ εξέδωσε ανακοίνωσιν διά τα επεισόδια εις βάρος του Εμμ. Γλέζου. xyxy=(1171,2052,1490,2062)
article-paragraph: Αι συγκεντρώσεις υπήρξαν αναλόγως πενιχραί και εις τας άλλας πόλεις της Μακεδονίας και Θράκης τας οποίας επεσκέφθη. xyxy=(10,925,255,945)
article-paragraph: ΠΟΛΥΓΥΡΟΣ, 6.— Ακρατάσχετος ενθουσιασμός επικρατεί εις όλην την Βόρειον Ελλάδα διά την Ένωσιν Κέντρου. xyxy=(728,1170,935,1199)
article-body xyxy=(273,69,500,220)
article-paragraph: ΔΡΑΜΑ, 6.— Εις την δασώδη περιοχήν του νομού εφονεύθη κυνηγός εκ εκπυρσοκροτήσεως του όπλου του. xyxy=(273,675,500,694)
article-paragraph: ΑΘΗΝΑΙ, 6.— Διαψεύδεται υπό του υπουργείου Εξωτερικών η είδησις. xyxy=(273,1369,500,1389)
article-paragraph: Ο υποψήφιος επεσκέφθη τα χωρία της περιφερείας του και ωμίλησεν εις ενθουσιώδεις συγκεντρώσεις. xyxy=(517,931,723,951)
article-headline: Ο κ. ΚΑΒΑΖΑΡΑΚΗΣ ΩΜΙΛΗΣΕ ΠΡΟΣ ΥΠΑΛΛΗΛΟΥΣ ΕΙΣ ΤΗΝ ΦΛΩΡΙΝΑΝ ΚΑΙ ΤΗΝ ΕΔΕΣΣΑΝ xyxy=(22,30,243,77)
article-paragraph: ΑΘΗΝΑΙ, 6.— Εκ του πορίσματος της εξετάσεως προκύπτει ότι βαρυτάτην ευθύνην φέρουν οι υπεύθυνοι του λιγνιτωρυχείου. xyxy=(10,1421,255,1440)
article-body xyxy=(1163,913,1558,1060)
divider xyxy=(1161,2070,1560,2071)
article-paragraph: ΑΘΗΝΑΙ, 6.— Οι σύλλογοι του προσωπικού της Δ.Ε.Η. διαμαρτύρονται διά τον διορισμόν. xyxy=(273,1072,500,1092)
article-paragraph: ΑΘΗΝΑΙ, 6.— Υπάρχουν μεγάλαι δυνατότητες εξαγωγής ελληνικών υφασμάτων εις τας χώρας της Αφρικής. xyxy=(273,898,500,917)
candidates-col xyxy=(940,527,1146,1111)
article-paragraph: ΒΙΕΝΤΙΑΝΗ, 6. (Γαλλ. Πρακτ.).— Ο ραδιοφωνικός σταθμός των Πάθετ Λάο κατήγγειλε την δεξιάν. xyxy=(1171,403,1529,413)
candidate-body xyxy=(517,540,723,643)
news-article xyxy=(10,708,255,1154)
article-paragraph: ΠΕΚΙΝΟΝ, 6. (Ρόιτερ).— Η κομμουνιστική Κίνα τονίζει την μεγάλην επιτυχίαν του ταξιδίου. xyxy=(1171,1639,1506,1648)
lead-body-col xyxy=(517,226,723,484)
article-paragraph: ΑΘΗΝΑΙ, 6.— Η ΕΔΑ εξέδωσε ανακοίνωσιν διά τα επεισόδια εις βάρος του Εμμ. Γλέζου. xyxy=(1171,1915,1490,1925)
news-article xyxy=(1163,292,1558,516)
article-body xyxy=(273,633,500,736)
news-article xyxy=(273,1322,500,1409)
article-headline: ΑΜΕΡΙΚΑΝΟΣ ΥΠΕΡΑΡΧΟΣ ΤΟΥ ΑΡΧΗΓΕΙΟΥ ΤΟΥ ΝΑΤΟ ΕΙΣ ΤΑΣ ΑΘΗΝΑΣ xyxy=(295,1188,478,1223)
divider xyxy=(271,1316,502,1317)
article-body xyxy=(10,473,255,639)
article-paragraph: ΠΑΡΙΣΙΟΙ, 6. (Γαλλ. Πρακτ.).— Η Γαλλία και η Πολωνία υπέγραψαν νέαν εμπορικήν συμφωνίαν. xyxy=(1171,150,1521,160)
divider xyxy=(8,2162,257,2163)
news-article xyxy=(273,438,500,567)
article-paragraph: ΑΘΗΝΑΙ, 6.— Οι σύλλογοι του προσωπικού της Δ.Ε.Η. διαμαρτύρονται διά τον διορισμόν. xyxy=(273,1094,500,1112)
news-article xyxy=(1163,31,1558,278)
candidate-body xyxy=(729,890,935,993)
article-paragraph: ΚΩΝΣΤΑΝΤΙΝΟΥΠΟΛΙΣ, 6.— Απειλείται η υγεία των κατοίκων της πόλεως. xyxy=(1171,1512,1445,1522)
article-paragraph: ΔΡΑΜΑ, 6.— Άρχισεν η συγκομιδή του καπνού εις όλην την περιφέρειαν του νομού. xyxy=(10,2025,255,2044)
article-paragraph: ΠΥΡΓΟΣ, 6.— Την 3.15 μ.μ. χθες, λεωφορείον του Σ.Ε.Κ. παρέσυρε και εφόνευσε δημοδιδάσκαλον. xyxy=(10,1789,255,1809)
article-paragraph: Οι κάτοικοι των χωρίων υπεδέχθησαν τον υποψήφιον με ζωηρά εκδηλώσεις υπέρ της Ενώσεως Κέντρου. xyxy=(940,794,1147,813)
article-paragraph: Αι συγκεντρώσεις υπήρξαν αναλόγως πενιχραί και εις τας άλλας πόλεις της Μακεδονίας και Θράκης τας οποίας επεσκέφθη. xyxy=(10,1071,255,1091)
article-paragraph: Ο κ. υπουργός εδέχθη τους προϊσταμένους των υπηρεσιών και τους συνέστησεν να απόσχουν του προεκλογικού αγώνος. xyxy=(10,674,255,694)
article-paragraph: Εξεδικάσθη χθες ενώπιον του τριμελούς πλημμελειοδικείου Θεσσαλονίκης η υπόθεσις μοιχείας. xyxy=(273,301,500,319)
article-subheadline: ΚΑΙ ΠΡΟΣΕΚΡΟΥΣΕΝ ΕΠΙ ΜΑΝΔΡΟΤΟΙΧΟΥ ΕΙΣ ΗΛΕΙΑΝ xyxy=(25,1649,239,1682)
article-paragraph: ΒΙΕΝΤΙΑΝΗ, 6. (Γαλλ. Πρακτ.).— Ο ραδιοφωνικός σταθμός των Πάθετ Λάο κατήγγειλε την δεξιάν. xyxy=(1171,483,1529,493)
divider xyxy=(271,1030,502,1031)
article-paragraph: ΒΙΕΝΤΙΑΝΗ, 6. (Γαλλ. Πρακτ.).— Ο ραδιοφωνικός σταθμός των Πάθετ Λάο κατήγγειλε την δεξιάν. xyxy=(1171,425,1529,435)
article-body xyxy=(273,1540,500,1600)
article-paragraph: ΠΟΛΥΓΥΡΟΣ, 6.— Ακρατάσχετος ενθουσιασμός επικρατεί εις όλην την Βόρειον Ελλάδα διά την Ένωσιν Κέντρου. xyxy=(728,1563,935,1593)
article-paragraph: ΠΕΚΙΝΟΝ, 6. (Ρόιτερ).— Η κομμουνιστική Κίνα τονίζει την μεγάλην επιτυχίαν του ταξιδίου. xyxy=(1171,1719,1506,1729)
article-paragraph: ΑΘΗΝΑΙ, 6.— Η ΕΔΑ εξέδωσε ανακοίνωσιν διά τα επεισόδια εις βάρος του Εμμ. Γλέζου. xyxy=(1171,1937,1490,1947)
article-paragraph: ΚΩΝΣΤΑΝΤΙΝΟΥΠΟΛΙΣ, 6.— Απειλείται η υγεία των κατοίκων της πόλεως. xyxy=(1171,1420,1445,1430)
article-paragraph: Οι δύο εργάται εφονεύθησαν λόγω της ελλείψεως μέτρων ασφαλείας εις το ορυχείον. xyxy=(10,1357,255,1377)
article-headline: ΜΕΓΑΛΑΙ ΔΥΝΑΤΟΤΗΤΕΣ ΕΞΑΓΩΓΗΣ ΕΛΛΗΝΙΚΩΝ ΥΦΑΣΜΑΤΩΝ xyxy=(282,870,491,895)
candidate-name: Ο κ. ΚΩΝ. ΜΠΕΚΑΚΗΣ xyxy=(940,645,1042,656)
article-headline: ΤΑ ΜΕΤΡΑ ΕΛΑΤΤΩΣΕΩΣ ΤΗΣ ΤΙΜΗΣ ΤΟΥ ΑΡΤΟΥ xyxy=(281,1713,492,1737)
news-article xyxy=(273,1715,500,1823)
article-paragraph: ΒΑΛΤΙΜΟΡΗ, 6.— Οι λιμενεργάται ζητούν όπως αι μεταφοραί σίτου διενεργούνται από αμερικανικά πλοία. xyxy=(1163,604,1558,623)
article-paragraph: ΒΙΕΝΤΙΑΝΗ, 6. (Γαλλ. Πρακτ.).— Ο ραδιοφωνικός σταθμός των Πάθετ Λάο κατήγγειλε την δεξιάν. xyxy=(1171,357,1529,367)
article-paragraph: ΑΛΕΞΑΝΔΡΟΥΠΟΛΙΣ, 6.— Προεχθές το απόγευμα αφίχθη εις την πόλιν ο υπουργός των Εσωτερικών. xyxy=(10,599,255,618)
article-paragraph: Εξεδικάσθη χθες ενώπιον του τριμελούς πλημμελειοδικείου Θεσσαλονίκης η υπόθεσις μοιχείας. xyxy=(273,364,500,382)
article-paragraph: ΘΕΣΣΑΛΟΝΙΚΗ, 6.— Κατεδικάσθη εις τετράμηνον φυλάκισιν νεαρός διά κλοπήν μοτοσυκλέτας. xyxy=(273,1682,500,1700)
article-paragraph: Εις όλας τας πόλεις και τα χωρία αι συγκεντρώσεις της Ενώσεως Κέντρου υπήρξαν πανηγυρικαί. xyxy=(517,1288,723,1307)
article-paragraph: ΠΕΚΙΝΟΝ, 6. (Ρόιτερ).— Η κομμουνιστική Κίνα τονίζει την μεγάλην επιτυχίαν του ταξιδίου. xyxy=(1171,1673,1506,1683)
article-paragraph: ΠΟΛΥΓΥΡΟΣ, 6.— Ακρατάσχετος ενθουσιασμός επικρατεί εις όλην την Βόρειον Ελλάδα διά την Ένωσιν Κέντρου. xyxy=(517,1624,723,1652)
article-paragraph: Η ΕΡΕ κατεδικάσθη πλέον αμετακλήτως και η έκρηξις της λαϊκής οργής θα την συντρίψη ολοκληρωτικώς εις τας προσεχείς εκλογάς. xyxy=(517,247,723,276)
article-paragraph: Ο υποψήφιος επεσκέφθη τα χωρία της περιφερείας του και ωμίλησεν εις ενθουσιώδεις συγκεντρώσεις. xyxy=(517,1090,723,1108)
article-paragraph: Ο υποψήφιος επεσκέφθη τα χωρία της περιφερείας του και ωμίλησεν εις ενθουσιώδεις συγκεντρώσεις. xyxy=(728,740,935,760)
article-paragraph: Οι κάτοικοι των χωρίων υπεδέχθησαν τον υποψήφιον με ζωηρά εκδηλώσεις υπέρ της Ενώσεως Κέντρου. xyxy=(517,719,723,739)
divider xyxy=(271,575,502,576)
section-dateline: ΕΙΣ ΤΟΝ ΝΟΜΟΝ ΚΟΖΑΝΗΣ xyxy=(772,1157,891,1167)
article-paragraph: Εις όλας τας πόλεις και τα χωρία αι συγκεντρώσεις της Ενώσεως Κέντρου υπήρξαν πανηγυρικαί. xyxy=(940,1201,1147,1219)
article-paragraph: Ο στρατηγός Ντε Γκωλ επιδιώκει την διεύρυνσιν των εμπορικών ανταλλαγών με τας χώρας του ανατολικού μπλοκ. xyxy=(1163,96,1558,116)
article-paragraph: ΠΟΛΥΓΥΡΟΣ, 6.— Ακρατάσχετος ενθουσιασμός επικρατεί εις όλην την Βόρειον Ελλάδα διά την Ένωσιν Κέντρου. xyxy=(517,1205,723,1235)
article-paragraph: Εις όλας τας πόλεις και τα χωρία αι συγκεντρώσεις της Ενώσεως Κέντρου υπήρξαν πανηγυρικαί. xyxy=(728,1645,935,1665)
article-paragraph: ΒΑΛΤΙΜΟΡΗ, 6.— Οι λιμενεργάται ζητούν όπως αι μεταφοραί σίτου διενεργούνται από αμερικανικά πλοία. xyxy=(1163,729,1558,749)
article-paragraph: Ο υποψήφιος επεσκέφθη τα χωρία της περιφερείας του και ωμίλησεν εις ενθουσιώδεις συγκεντρώσεις. xyxy=(728,582,935,601)
article-paragraph: Ο υποψήφιος επεσκέφθη τα χωρία της περιφερείας του και ωμίλησεν εις ενθουσιώδεις συγκεντρώσεις. xyxy=(517,857,723,876)
article-paragraph: ΑΘΗΝΑΙ, 6.— Πραγματοποιήθη χθες νέα συγκέντρωσις των αυτοκινητιστών. xyxy=(273,839,500,858)
article-paragraph: Οι κάτοικοι των χωρίων υπεδέχθησαν τον υποψήφιον με ζωηρά εκδηλώσεις υπέρ της Ενώσεως Κέντρου. xyxy=(517,561,723,580)
candidates-banner: ΕΞΟΡΜΗΣΕΙΣ ΤΩΝ ΥΠΟΨΗΦΙΩΝ ΤΟΥ ΚΕΝΤΡΟΥ xyxy=(517,499,1035,523)
news-article xyxy=(1163,529,1558,846)
article-subheadline: ΜΕ ΤΑΣ ΧΩΡΑΣ ΤΟΥ ΜΠΛΟΚ ΚΑΙ ΤΗΣ ΚΙΝΑΣ xyxy=(1186,65,1536,81)
article-paragraph: ΑΘΗΝΑΙ, 6.— Υπάρχουν μεγάλαι δυνατότητες εξαγωγής ελληνικών υφασμάτων εις τας χώρας της Αφρικής. xyxy=(273,960,500,980)
article-paragraph: Εις όλας τας πόλεις και τα χωρία αι συγκεντρώσεις της Ενώσεως Κέντρου υπήρξαν πανηγυρικαί. xyxy=(517,1602,723,1622)
article-paragraph: Οι κάτοικοι των χωρίων υπεδέχθησαν τον υποψήφιον με ζωηρά εκδηλώσεις υπέρ της Ενώσεως Κέντρου. xyxy=(940,910,1147,929)
article-paragraph: ΠΥΡΓΟΣ, 6.— Την 3.15 μ.μ. χθες, λεωφορείον του Σ.Ε.Κ. παρέσυρε και εφόνευσε δημοδιδάσκαλον. xyxy=(10,1727,255,1746)
article-paragraph: ΑΘΗΝΑΙ, 6.— Διαψεύδεται υπό του υπουργείου Εξωτερικών η είδησις. xyxy=(273,1390,500,1409)
article-headline: ΤΟ ΠΡΟΣΩΠΙΚΟΝ ΤΗΣ Δ.Ε.Η. ΔΕΝ ΔΕΧΕΤΑΙ ΤΟΝ κ. ΖΩΤΟΝ ΩΣ ΓΕΝΙΚΟΝ ΤΗΣ ΔΙΟΙΚΗΤΗΝ xyxy=(278,1034,495,1069)
article-subheadline: ΝΑ ΑΠΟΣΧΟΥΝ ΤΟΥ ΠΡΟΕΚΛΟΓΙΚΟΥ ΑΓΩΝΟΣ xyxy=(39,437,225,469)
article-subheadline: ΤΟ ΕΝ ΠΑΡΙΣΙΟΙΣ ΚΤΙΡΙΟΝ ΤΗΣ ΠΡΕΣΒΕΙΑΣ xyxy=(1190,893,1532,909)
enthusiasm-col xyxy=(940,1154,1146,1685)
article-headline: ΑΝΑΚΟΙΝΩΣΙΣ ΤΗΣ Ε.Δ.Α. ΔΙΑ ΤΑ ΕΠΕΙΣΟΔΙΑ ΕΙΣ ΒΑΡΟΣ ΤΟΥ ΕΜΜ. ΓΛΕΖΟΥ ΕΙΣ ΦΛΩΡΙΝΑΝ xyxy=(1167,1764,1554,1796)
candidate-name: Ο κ. ΓΕΩΡ. ΜΠΑΚΑΤΣΕΛΟΣ xyxy=(728,528,853,539)
article-paragraph: Κατεδικάσθη χθες εις τετράμηνον φυλάκισιν λοχαγός των Τ.Ε.Α. διά παράβασιν του εκλογικού νόμου. xyxy=(273,527,500,547)
article-paragraph: ΠΟΛΥΓΥΡΟΣ, 6.— Ακρατάσχετος ενθουσιασμός επικρατεί εις όλην την Βόρειον Ελλάδα διά την Ένωσιν Κέντρου. xyxy=(940,1221,1147,1250)
section-dateline: ΕΙΣ ΚΟΜΟΤΗΝΗΝ xyxy=(94,642,171,652)
candidate-name: Ο κ. Π. ΑΝΤΩΝΙΟΠΑΝΝΗΣ xyxy=(517,994,636,1005)
article-body xyxy=(10,1105,255,1155)
article-paragraph: ΑΘΗΝΑΙ, 6.— Το υπουργείον Εμπορίου μελετά μέτρα διά την ελάττωσιν της τιμής του άρτου. xyxy=(273,1761,500,1781)
article-paragraph: ΠΟΛΥΓΥΡΟΣ, 6.— Ακρατάσχετος ενθουσιασμός επικρατεί εις όλην την Βόρειον Ελλάδα διά την Ένωσιν Κέντρου. xyxy=(940,1582,1147,1610)
article-paragraph: ΠΕΚΙΝΟΝ, 6. (Ρόιτερ).— Η κομμουνιστική Κίνα τονίζει την μεγάλην επιτυχίαν του ταξιδίου. xyxy=(1171,1707,1506,1717)
article-paragraph: Ο υποψήφιος επεσκέφθη τα χωρία της περιφερείας του και ωμίλησεν εις ενθουσιώδεις συγκεντρώσεις. xyxy=(940,740,1147,760)
article-paragraph: Αι συγκεντρώσεις υπήρξαν αναλόγως πενιχραί και εις τας άλλας πόλεις της Μακεδονίας και Θράκης τας οποίας επεσκέφθη. xyxy=(10,977,255,996)
article-headline: ΛΟΧΑΓΟΣ ΤΩΝ Τ.Ε.Α. ΚΑΤΕΔΙΚΑΣΘΗ ΔΙΑ ΠΑΡΑΒΑΣΙΝ ΕΚΛΟΓΙΚΟΥ ΝΟΜΟΥ xyxy=(279,437,494,461)
article-paragraph: ΑΘΗΝΑΙ, 6.— Η ομοσπονδία κλωστοϋφαντουργών εζήτησεν από τους αρμοδίους λήψιν μέτρων διά την επαναλειτουργίαν των εργοστασίων. xyxy=(273,160,500,188)
article-paragraph: ΑΘΗΝΑΙ, 6.— Υπάρχουν μεγάλαι δυνατότητες εξαγωγής ελληνικών υφασμάτων εις τας χώρας της Αφρικής. xyxy=(273,918,500,938)
article-body xyxy=(273,776,500,858)
article-paragraph: ΒΙΕΝΤΙΑΝΗ, 6. (Γαλλ. Πρακτ.).— Ο ραδιοφωνικός σταθμός των Πάθετ Λάο κατήγγειλε την δεξιάν. xyxy=(1171,391,1529,401)
article-paragraph: Έχει εξεγερθή κυριολεκτικώς η λαϊκή συνείδησις διά τας ποταπότητας και τας ασχημίας της ΕΡΕ. xyxy=(517,329,723,348)
article-paragraph: ΠΕΚΙΝΟΝ, 6. (Ρόιτερ).— Η κομμουνιστική Κίνα τονίζει την μεγάλην επιτυχίαν του ταξιδίου. xyxy=(1171,1685,1506,1694)
article-body xyxy=(273,898,500,1021)
